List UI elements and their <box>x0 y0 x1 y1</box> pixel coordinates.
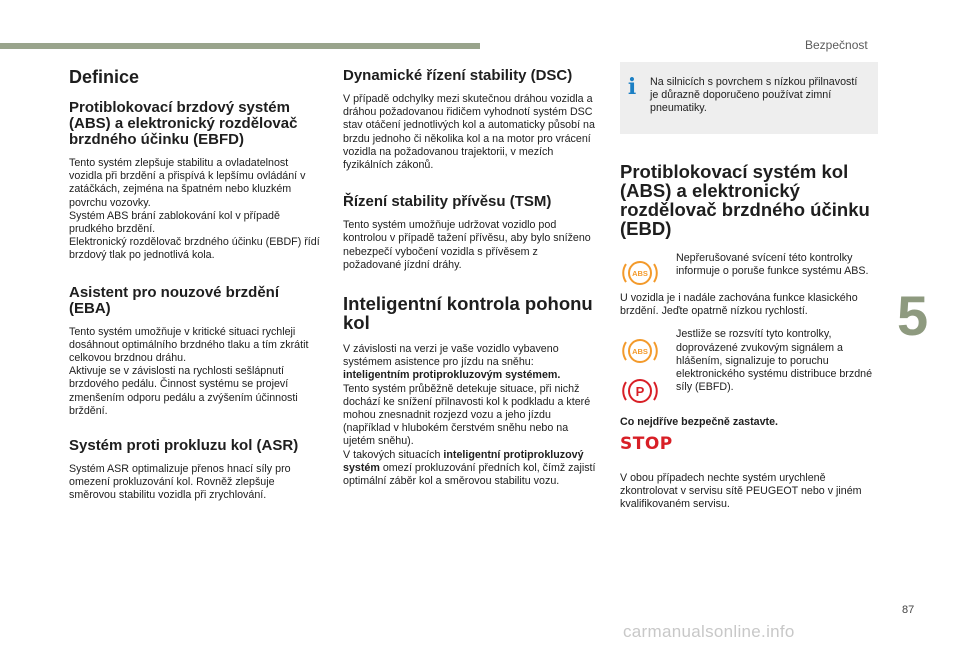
igc-text-1: V závislosti na verzi je vaše vozidlo vybaveno systémem asistence pro jízdu na sněhu: <box>343 343 559 369</box>
asr-paragraph: Systém ASR optimalizuje přenos hnací síly pro omezení prokluzování kol. Rovněž zlepšuje směrovou stabilitu vozidla při zrychlování. <box>69 463 291 502</box>
igc-paragraph-1 <box>343 343 598 383</box>
column-1 <box>69 62 324 503</box>
stop-instruction-bold: Co nejdříve bezpečně zastavte. <box>620 416 778 429</box>
page-number: 87 <box>902 604 915 616</box>
info-box <box>620 62 878 134</box>
igc-bold-2: inteligentní protiprokluzový systém <box>343 448 584 474</box>
igc-bold-1: inteligentním protiprokluzovým systémem. <box>343 369 561 382</box>
col3-paragraph-2: U vozidla je i nadále zachována funkce klasického brzdění. Jeďte opatrně nízkou rychlostí. <box>620 292 858 318</box>
tsm-paragraph: Tento systém umožňuje udržovat vozidlo pod kontrolou v případě tažení přívěsu, aby bylo sníženo nebezpečí vybočení vozidla s přívěsem z požadované jízdní dráhy. <box>343 219 591 271</box>
column-3 <box>620 62 878 511</box>
chapter-number: 5 <box>897 284 929 347</box>
brake-p-warning-light-icon <box>620 374 660 408</box>
svg-text:ABS: ABS <box>632 347 648 357</box>
dsc-paragraph: V případě odchylky mezi skutečnou dráhou vozidla a dráhou požadovanou řidičem vyhodnotí systém DSC stav otáčení jednotlivých kol a automaticky působí na brzdu jednoho či několika kol a na motor pro vrácení vozidla na požadovanou trajektorii, v mezích fyzikálních zákonů. <box>343 93 595 172</box>
svg-text:P: P <box>635 384 645 400</box>
tsm-heading: Řízení stability přívěsu (TSM) <box>343 193 552 211</box>
eba-paragraph-1: Tento systém umožňuje v kritické situaci rychleji dosáhnout optimálního brzdného tlaku a tím zkrátit celkovou brzdnou dráhu. <box>69 325 309 365</box>
header-bar <box>0 43 480 49</box>
ebfd-warning-row <box>620 328 878 408</box>
watermark: carmanualsonline.info <box>623 622 795 641</box>
eba-paragraph-2: Aktivuje se v závislosti na rychlosti sešlápnutí brzdového pedálu. Činnost systému se projeví zmenšením odporu pedálu a zvýšením účinnosti brždění. <box>69 365 298 417</box>
eba-heading: Asistent pro nouzové brzdění (EBA) <box>69 283 280 317</box>
igc-text-3a: V takových situacích <box>343 448 441 461</box>
ebfd-warning-text: Jestliže se rozsvítí tyto kontrolky, doprovázené zvukovým signálem a hlášením, signalizuje to poruchu elektronického systému distribuce brzdné síly (EBFD). <box>676 328 873 394</box>
section-title: Bezpečnost <box>805 38 868 52</box>
abs-warning-light-icon-2 <box>620 334 660 368</box>
info-text: Na silnicích s povrchem s nízkou přilnavostí je důrazně doporučeno používat zimní pneumatiky. <box>650 76 858 115</box>
abs-warning-light-icon <box>620 256 660 290</box>
dsc-heading: Dynamické řízení stability (DSC) <box>343 67 573 84</box>
stop-icon-wrap <box>620 434 878 454</box>
abs-ebd-heading: Protiblokovací systém kol (ABS) a elektronický rozdělovač brzdného účinku (EBD) <box>620 160 870 239</box>
column-2 <box>343 68 598 488</box>
igc-text-3b: omezí prokluzování předních kol, čímž zajistí optimální záběr kol a směrovou stabilitu vozu. <box>343 461 596 488</box>
abs-paragraph-2: Systém ABS brání zablokování kol v případě prudkého brzdění. <box>69 209 280 236</box>
abs-ebfd-heading: Protiblokovací brzdový systém (ABS) a elektronický rozdělovač brzdného účinku (EBFD) <box>69 99 298 148</box>
igc-heading: Inteligentní kontrola pohonu kol <box>343 293 593 334</box>
abs-warning-text: Nepřerušované svícení této kontrolky informuje o poruše funkce systému ABS. <box>676 251 869 277</box>
igc-paragraph-2: Tento systém průběžně detekuje situace, při nichž dochází ke snížení přilnavosti kol k podkladu a které mohou znesnadnit rozjezd vozu a jeho jízdu (například v hlubokém čerstvém sněhu nebo na ujetém sněhu). <box>343 382 591 448</box>
stop-instruction <box>620 416 878 429</box>
stop-icon: STOP <box>620 433 673 454</box>
info-icon: i <box>627 74 637 100</box>
abs-paragraph-3: Elektronický rozdělovač brzdného účinku (EBDF) řídí brzdový tlak po jednotlivá kola. <box>69 236 320 262</box>
igc-paragraph-3 <box>343 449 598 489</box>
abs-warning-row <box>620 252 878 278</box>
asr-heading: Systém proti prokluzu kol (ASR) <box>69 437 299 455</box>
page-title: Definice <box>69 67 140 87</box>
final-paragraph: V obou případech nechte systém urychleně zkontrolovat v servisu sítě PEUGEOT nebo v jiném kvalifikovaném servisu. <box>620 471 862 511</box>
svg-text:ABS: ABS <box>632 268 648 278</box>
abs-paragraph-1: Tento systém zlepšuje stabilitu a ovladatelnost vozidla při brzdění a přispívá k lepšímu ovládání v zatáčkách, zejména na špatném nebo kluzkém povrchu vozovky. <box>69 157 306 209</box>
